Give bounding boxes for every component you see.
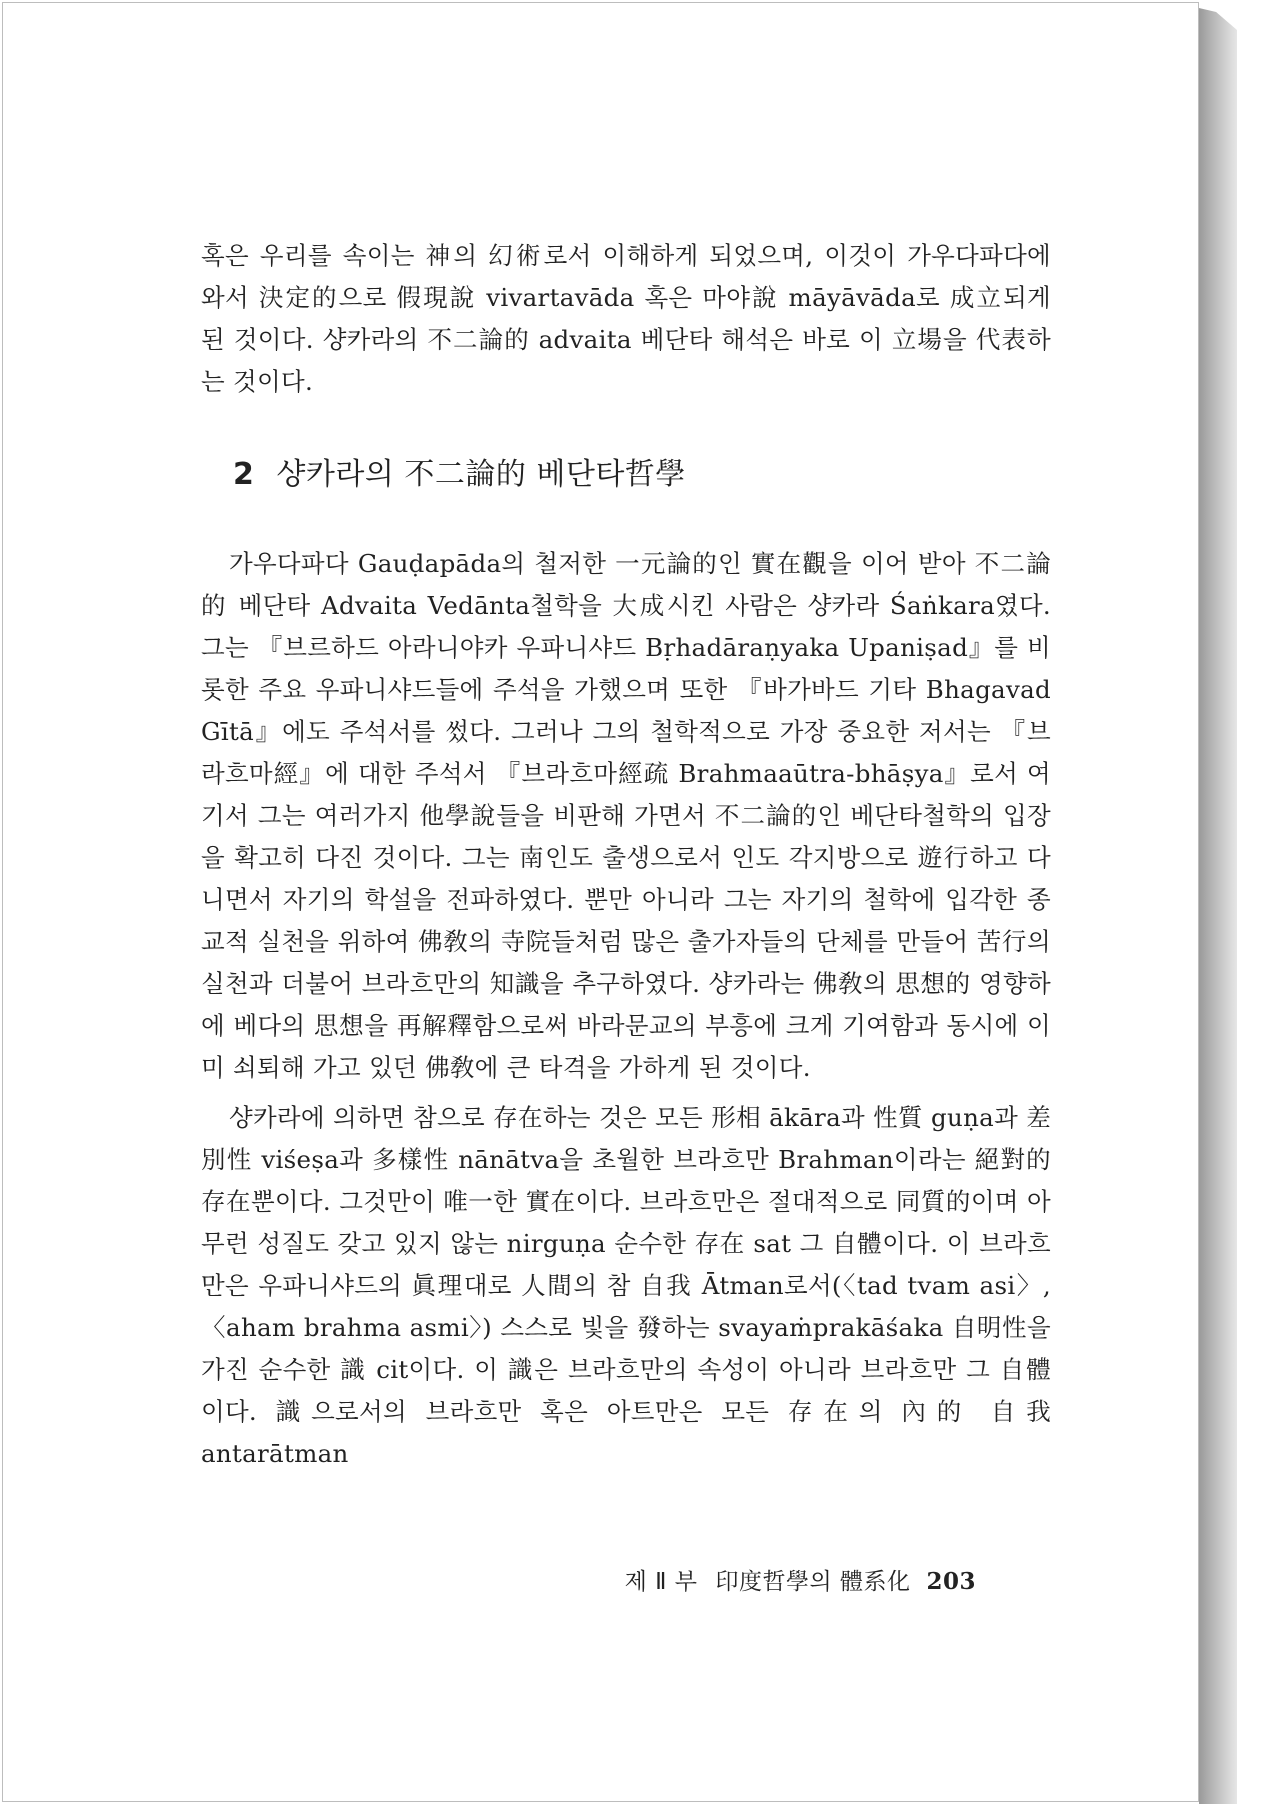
intro-paragraph: 혹은 우리를 속이는 神의 幻術로서 이해하게 되었으며, 이것이 가우다파다에 와서 決定的으로 假現說 vivartavāda 혹은 마야說 māyāvāda로 成立되게 된 것이다. 샹카라의 不二論的 advaita 베단타 해석은 바로 이 立場을 代表하는 것이다. — [201, 241, 1051, 396]
page-edge-shadow — [1199, 8, 1237, 1804]
section-heading — [233, 455, 1051, 495]
footer-part: 제 Ⅱ 부 — [624, 1569, 698, 1595]
body-paragraph-2: 샹카라에 의하면 참으로 存在하는 것은 모든 形相 ākāra과 性質 guṇa과 差別性 viśeṣa과 多樣性 nānātva을 초월한 브라흐만 Brahman이라는 絕對的 存在뿐이다. 그것만이 唯一한 實在이다. 브라흐만은 절대적으로 同質的이며 아무런 성질도 갖고 있지 않는 nirguṇa 순수한 存在 sat 그 自體이다. 이 브라흐만은 우파니샤드의 眞理대로 人間의 참 自我 Ātman로서(〈tad tvam asi〉, 〈aham brahma asmi〉) 스스로 빛을 發하는 svayaṁprakāśaka 自明性을 가진 순수한 識 cit이다. 이 識은 브라흐만의 속성이 아니라 브라흐만 그 自體이다. 識으로서의 브라흐만 혹은 아트만은 모든 存在의 內的 自我 antarātman — [201, 1103, 1051, 1468]
page-body — [201, 235, 1051, 1475]
page-number: 203 — [926, 1568, 976, 1595]
book-page — [2, 2, 1199, 1802]
footer-title: 印度哲學의 體系化 — [715, 1569, 911, 1595]
body-paragraph-1: 가우다파다 Gauḍapāda의 철저한 一元論的인 實在觀을 이어 받아 不二論的 베단타 Advaita Vedānta철학을 大成시킨 사람은 샹카라 Śaṅkara였다. 그는 『브르하드 아라니야카 우파니샤드 Bṛhadāraṇyaka Upaniṣad』를 비롯한 주요 우파니샤드들에 주석을 가했으며 또한 『바가바드 기타 Bhagavad Gītā』에도 주석서를 썼다. 그러나 그의 철학적으로 가장 중요한 저서는 『브라흐마經』에 대한 주석서 『브라흐마經疏 Brahmaaūtra-bhāṣya』로서 여기서 그는 여러가지 他學說들을 비판해 가면서 不二論的인 베단타철학의 입장을 확고히 다진 것이다. 그는 南인도 출생으로서 인도 각지방으로 遊行하고 다니면서 자기의 학설을 전파하였다. 뿐만 아니라 그는 자기의 철학에 입각한 종교적 실천을 위하여 佛敎의 寺院들처럼 많은 출가자들의 단체를 만들어 苦行의 실천과 더불어 브라흐만의 知識을 추구하였다. 샹카라는 佛敎의 思想的 영향하에 베다의 思想을 再解釋함으로써 바라문교의 부흥에 크게 기여함과 동시에 이미 쇠퇴해 가고 있던 佛敎에 큰 타격을 가하게 된 것이다. — [201, 549, 1051, 1082]
section-number: 2 — [233, 457, 255, 492]
section-title: 샹카라의 不二論的 베단타哲學 — [276, 457, 686, 492]
page-footer — [625, 1563, 976, 1596]
